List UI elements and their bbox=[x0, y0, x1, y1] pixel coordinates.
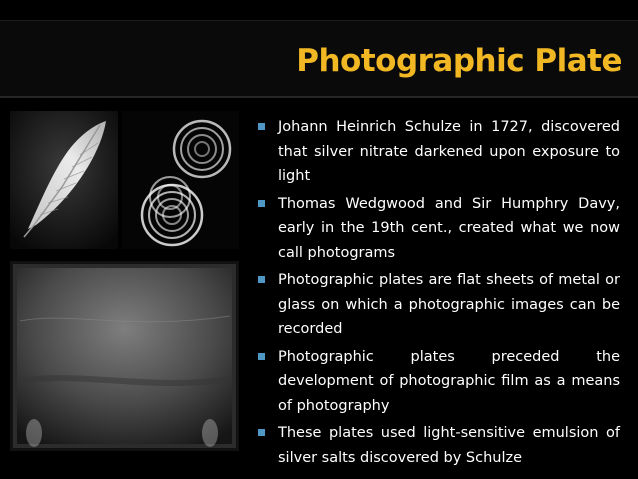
square-bullet-icon bbox=[258, 353, 265, 360]
slide-title: Photographic Plate bbox=[296, 43, 622, 79]
bullet-text: Photographic plates preceded the development of photographic film as a means of photography bbox=[278, 348, 620, 414]
bullet-list bbox=[256, 115, 620, 473]
square-bullet-icon bbox=[258, 123, 265, 130]
bullet-item bbox=[256, 421, 620, 470]
square-bullet-icon bbox=[258, 429, 265, 436]
square-bullet-icon bbox=[258, 276, 265, 283]
square-bullet-icon bbox=[258, 200, 265, 207]
lens-photogram-image bbox=[122, 111, 239, 249]
title-band bbox=[0, 20, 638, 98]
bullet-text: Thomas Wedgwood and Sir Humphry Davy, early in the 19th cent., created what we now call photograms bbox=[278, 195, 620, 261]
bullet-text: Johann Heinrich Schulze in 1727, discovered that silver nitrate darkened upon exposure to light bbox=[278, 119, 620, 184]
feather-photogram-image bbox=[10, 111, 118, 249]
glass-plate-image bbox=[10, 261, 239, 451]
bullet-text: These plates used light-sensitive emulsion of silver salts discovered by Schulze bbox=[278, 425, 620, 466]
bullet-item bbox=[256, 268, 620, 342]
bullet-item bbox=[256, 115, 620, 189]
bullet-item bbox=[256, 192, 620, 266]
bullet-text: Photographic plates are flat sheets of metal or glass on which a photographic images can be recorded bbox=[278, 272, 620, 337]
bullet-item bbox=[256, 345, 620, 419]
